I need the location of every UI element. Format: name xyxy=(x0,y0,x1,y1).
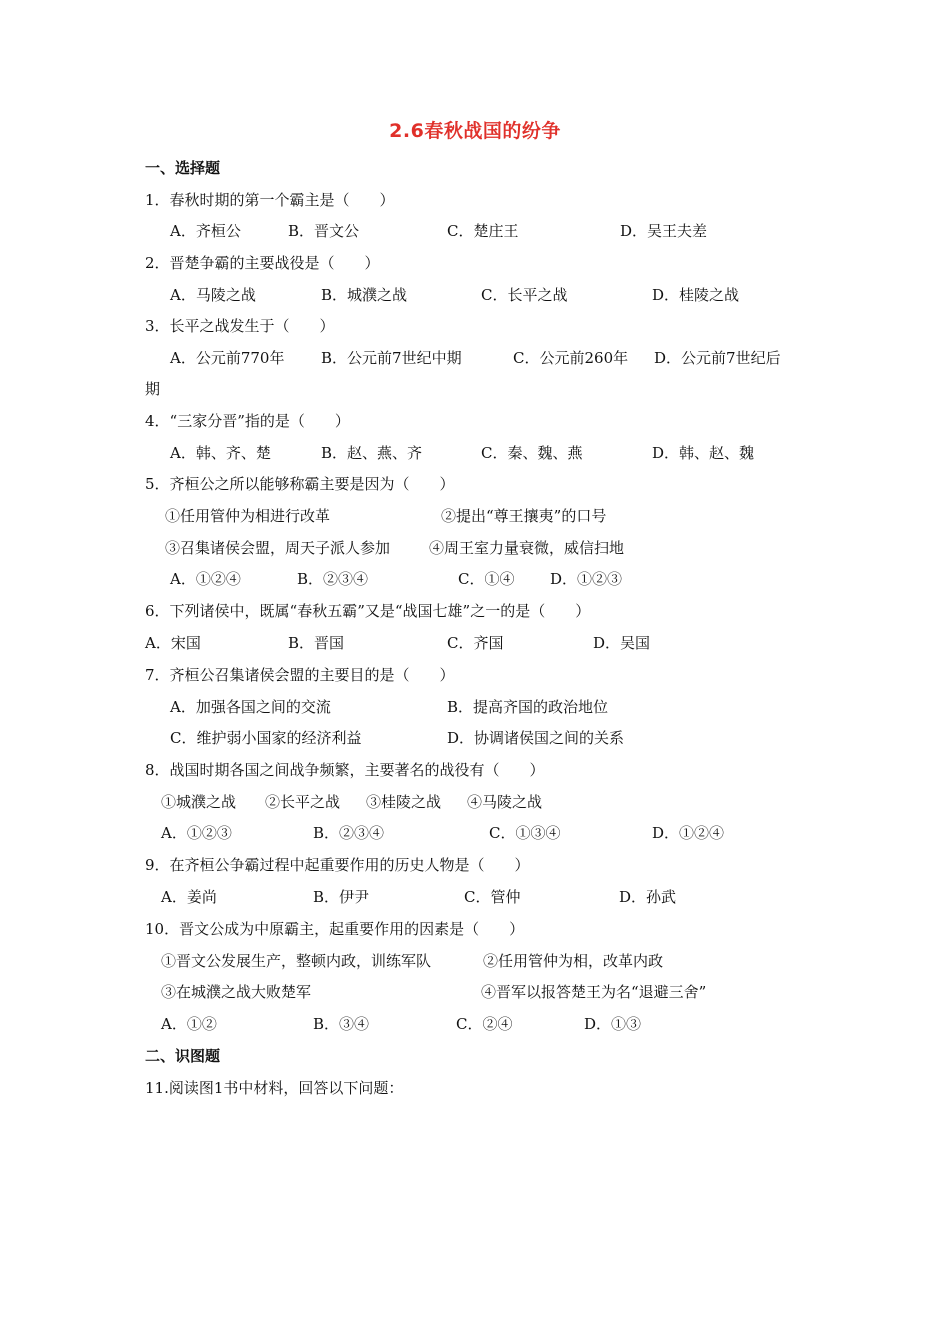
question-8-stem: 8．战国时期各国之间战争频繁，主要著名的战役有（ ） xyxy=(145,761,545,779)
question-10-option-b: B．③④ xyxy=(313,1015,370,1033)
question-6-stem: 6．下列诸侯中，既属“春秋五霸”又是“战国七雄”之一的是（ ） xyxy=(145,602,591,620)
question-8-item-1: ①城濮之战 xyxy=(161,793,237,811)
question-8-option-b: B．②③④ xyxy=(313,824,385,842)
question-4-option-a: A．韩、齐、楚 xyxy=(170,444,271,462)
section-heading-figure: 二、识图题 xyxy=(145,1047,221,1065)
question-2-stem: 2．晋楚争霸的主要战役是（ ） xyxy=(145,254,380,272)
question-10-item-2: ②任用管仲为相，改革内政 xyxy=(483,952,664,970)
question-6-option-a: A．宋国 xyxy=(145,634,201,652)
question-5-item-4: ④周王室力量衰微，威信扫地 xyxy=(429,539,625,557)
question-10-item-3: ③在城濮之战大败楚军 xyxy=(161,983,312,1001)
question-6-option-b: B．晋国 xyxy=(288,634,345,652)
question-5-item-1: ①任用管仲为相进行改革 xyxy=(165,507,331,525)
question-3-option-b: B．公元前7世纪中期 xyxy=(321,349,462,367)
question-4-option-c: C．秦、魏、燕 xyxy=(481,444,583,462)
question-9-option-d: D．孙武 xyxy=(619,888,677,906)
question-2-option-d: D．桂陵之战 xyxy=(652,286,740,304)
question-1-option-b: B．晋文公 xyxy=(288,222,360,240)
question-5-item-2: ②提出“尊王攘夷”的口号 xyxy=(441,507,607,525)
question-9-option-c: C．管仲 xyxy=(464,888,521,906)
question-2-option-a: A．马陵之战 xyxy=(170,286,256,304)
question-3-stem: 3．长平之战发生于（ ） xyxy=(145,317,335,335)
question-6-option-c: C．齐国 xyxy=(447,634,504,652)
question-5-stem: 5．齐桓公之所以能够称霸主要是因为（ ） xyxy=(145,475,455,493)
question-3-option-d: D．公元前7世纪后 xyxy=(654,349,781,367)
question-2-option-b: B．城濮之战 xyxy=(321,286,408,304)
question-7-option-b: B．提高齐国的政治地位 xyxy=(447,698,609,716)
question-10-item-1: ①晋文公发展生产，整顿内政，训练军队 xyxy=(161,952,432,970)
section-heading-choice: 一、选择题 xyxy=(145,159,221,177)
question-9-stem: 9．在齐桓公争霸过程中起重要作用的历史人物是（ ） xyxy=(145,856,530,874)
question-9-option-a: A．姜尚 xyxy=(161,888,217,906)
question-3-option-d-wrap: 期 xyxy=(145,380,161,398)
question-9-option-b: B．伊尹 xyxy=(313,888,370,906)
question-5-option-a: A．①②④ xyxy=(170,570,241,588)
question-5-item-3: ③召集诸侯会盟，周天子派人参加 xyxy=(165,539,391,557)
question-3-option-c: C．公元前260年 xyxy=(513,349,629,367)
page-title: 2.6春秋战国的纷争 xyxy=(389,120,561,142)
question-10-stem: 10．晋文公成为中原霸主，起重要作用的因素是（ ） xyxy=(145,920,525,938)
question-8-option-c: C．①③④ xyxy=(489,824,561,842)
question-7-stem: 7．齐桓公召集诸侯会盟的主要目的是（ ） xyxy=(145,666,455,684)
question-5-option-d: D．①②③ xyxy=(550,570,623,588)
question-10-option-a: A．①② xyxy=(161,1015,217,1033)
question-7-option-a: A．加强各国之间的交流 xyxy=(170,698,331,716)
question-3-option-a: A．公元前770年 xyxy=(170,349,285,367)
question-5-option-b: B．②③④ xyxy=(297,570,369,588)
question-5-option-c: C．①④ xyxy=(458,570,515,588)
question-4-stem: 4．“三家分晋”指的是（ ） xyxy=(145,412,350,430)
question-7-option-c: C．维护弱小国家的经济利益 xyxy=(170,729,362,747)
question-4-option-d: D．韩、赵、魏 xyxy=(652,444,755,462)
question-7-option-d: D．协调诸侯国之间的关系 xyxy=(447,729,625,747)
question-11-stem: 11.阅读图1书中材料，回答以下问题： xyxy=(145,1079,404,1097)
question-1-option-d: D．吴王夫差 xyxy=(620,222,708,240)
question-1-option-c: C．楚庄王 xyxy=(447,222,519,240)
question-6-option-d: D．吴国 xyxy=(593,634,651,652)
question-1-option-a: A．齐桓公 xyxy=(170,222,241,240)
question-10-option-c: C．②④ xyxy=(456,1015,513,1033)
question-2-option-c: C．长平之战 xyxy=(481,286,568,304)
question-8-option-a: A．①②③ xyxy=(161,824,232,842)
question-8-item-4: ④马陵之战 xyxy=(467,793,543,811)
question-10-option-d: D．①③ xyxy=(584,1015,642,1033)
question-1-stem: 1．春秋时期的第一个霸主是（ ） xyxy=(145,191,395,209)
question-10-item-4: ④晋军以报答楚王为名“退避三舍” xyxy=(481,983,707,1001)
question-8-option-d: D．①②④ xyxy=(652,824,725,842)
question-8-item-2: ②长平之战 xyxy=(265,793,341,811)
question-4-option-b: B．赵、燕、齐 xyxy=(321,444,423,462)
question-8-item-3: ③桂陵之战 xyxy=(366,793,442,811)
